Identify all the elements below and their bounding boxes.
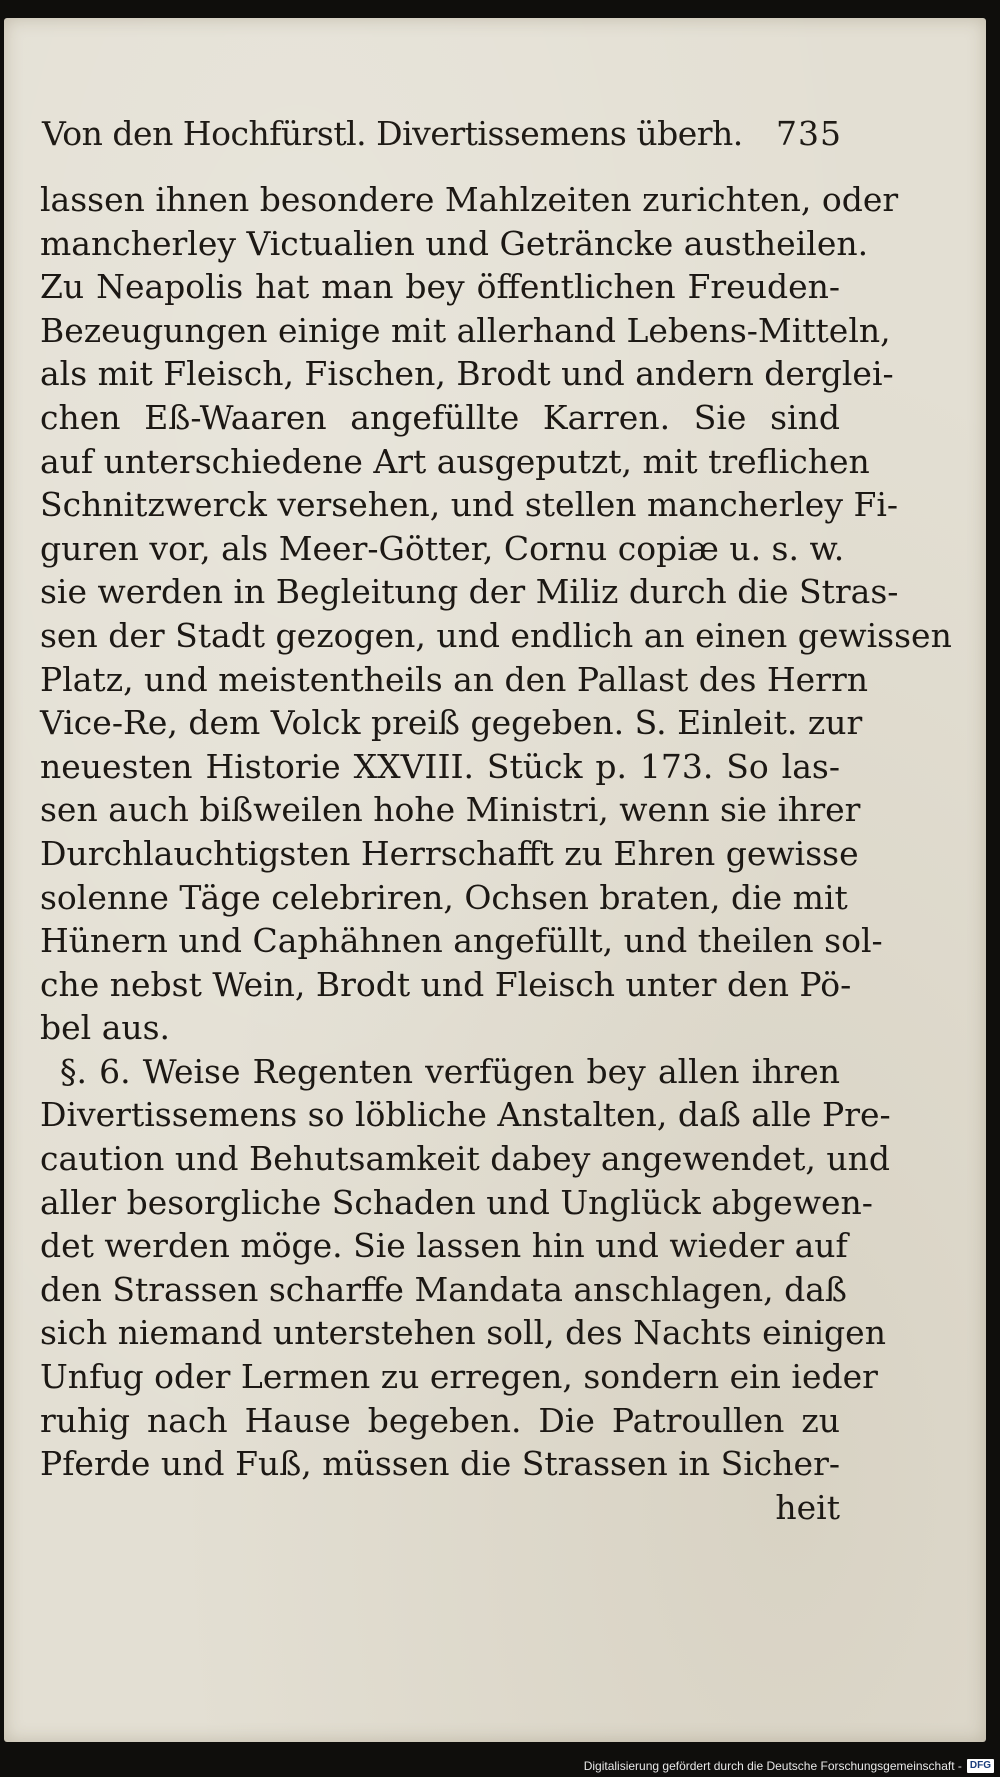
body-text [40,178,952,1529]
book-page [4,18,986,1742]
dfg-logo: DFG [967,1759,994,1773]
text-line: sie werden in Begleitung der Miliz durch die Stras- [40,572,899,612]
text-line: auf unterschiedene Art ausgeputzt, mit treflichen [40,441,870,481]
text-line: Unfug oder Lermen zu erregen, sondern ein ieder [40,1357,878,1397]
text-line: Zu Neapolis hat man bey öffentlichen Freuden- [40,267,840,307]
text-line: bel aus. [40,1008,171,1048]
page-header [42,114,842,164]
page-number: 735 [776,114,842,153]
text-line: Divertissemens so löbliche Anstalten, daß alle Pre- [40,1095,891,1135]
text-line: aller besorgliche Schaden und Unglück abgewen- [40,1182,873,1222]
text-line: sen der Stadt gezogen, und endlich an einen gewissen [40,615,952,655]
text-line: chen Eß-Waaren angefüllte Karren. Sie sind [40,397,840,437]
text-line: ruhig nach Hause begeben. Die Patroullen zu [40,1400,840,1440]
paragraph-start-line: §. 6. Weise Regenten verfügen bey allen ihren [60,1051,840,1091]
text-line: Durchlauchtigsten Herrschafft zu Ehren gewisse [40,833,859,873]
running-title: Von den Hochfürstl. Divertissemens überh. [42,114,743,153]
text-line: mancherley Victualien und Geträncke austheilen. [40,223,869,263]
text-line: che nebst Wein, Brodt und Fleisch unter den Pö- [40,964,852,1004]
text-line: lassen ihnen besondere Mahlzeiten zurichten, oder [40,180,899,219]
text-line: guren vor, als Meer-Götter, Cornu copiæ u. s. w. [40,528,845,568]
digitization-credit [584,1755,994,1777]
text-line: sen auch bißweilen hohe Ministri, wenn sie ihrer [40,790,861,830]
credit-text: Digitalisierung gefördert durch die Deutsche Forschungsgemeinschaft - [583,1759,962,1773]
text-line: Bezeugungen einige mit allerhand Lebens-Mitteln, [40,310,891,350]
text-line: den Strassen scharffe Mandata anschlagen, daß [40,1269,847,1309]
text-line: Schnitzwerck versehen, und stellen mancherley Fi- [40,485,899,525]
text-line: neuesten Historie XXVIII. Stück p. 173. So las- [40,746,840,786]
text-line: solenne Täge celebriren, Ochsen braten, die mit [40,877,848,917]
text-line: Vice-Re, dem Volck preiß gegeben. S. Einleit. zur [40,703,863,743]
text-line: sich niemand unterstehen soll, des Nachts einigen [40,1313,886,1353]
text-line: als mit Fleisch, Fischen, Brodt und andern derglei- [40,354,894,394]
text-line: Platz, und meistentheils an den Pallast des Herrn [40,659,868,699]
text-line: Pferde und Fuß, müssen die Strassen in Sicher- [40,1444,840,1484]
text-line: Hünern und Caphähnen angefüllt, und theilen sol- [40,921,883,961]
catchword: heit [775,1487,840,1527]
text-line: caution und Behutsamkeit dabey angewendet, und [40,1139,890,1179]
text-line: det werden möge. Sie lassen hin und wieder auf [40,1226,848,1266]
